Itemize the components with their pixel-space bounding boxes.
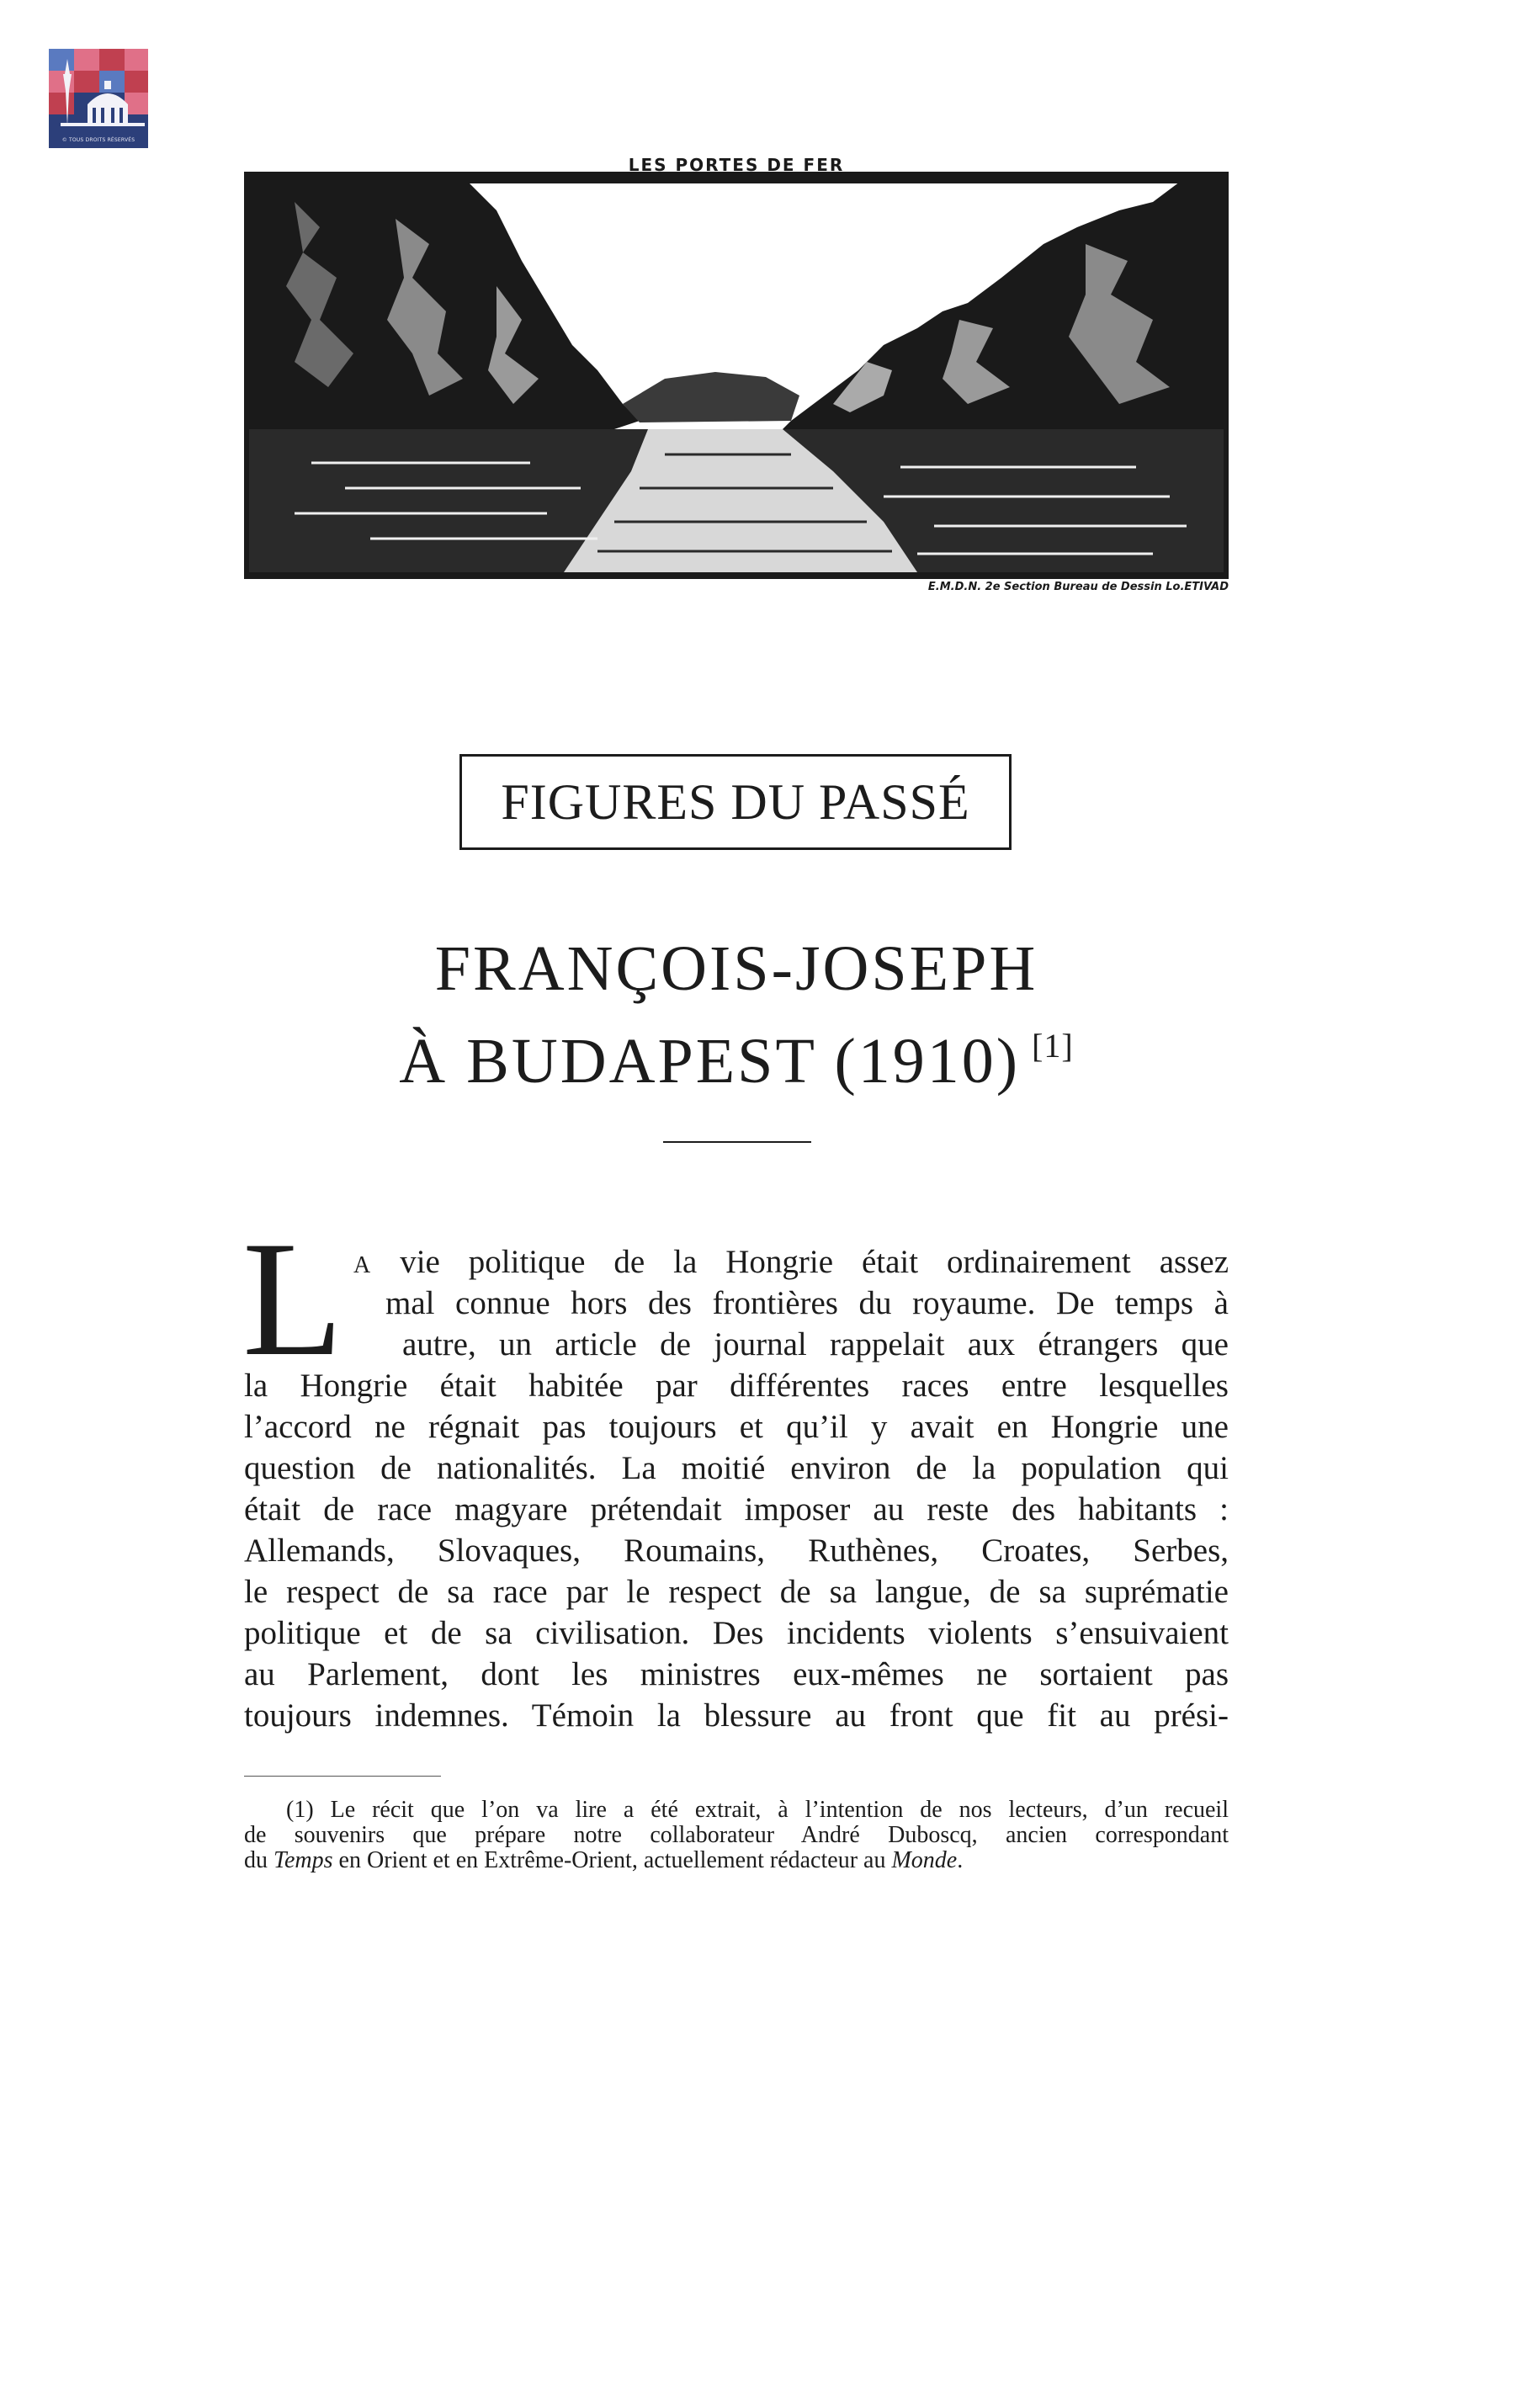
publisher-logo <box>49 49 148 148</box>
footnote-marker: [1] <box>1032 1027 1074 1065</box>
body-line-8: Allemands, Slovaques, Roumains, Ruthènes, Croates, Serbes, <box>244 1532 1229 1569</box>
body-line-5: l’accord ne régnait pas toujours et qu’il y avait en Hongrie une <box>244 1409 1229 1445</box>
footnote-line-1: (1) Le récit que l’on va lire a été extrait, à l’intention de nos lecteurs, d’un recueil <box>286 1797 1229 1823</box>
body-line-4: la Hongrie était habitée par différentes races entre lesquelles <box>244 1368 1229 1404</box>
article-title-line1: FRANÇOIS-JOSEPH <box>434 933 1038 1004</box>
engraving-credit: E.M.D.N. 2e Section Bureau de Dessin Lo.ETIVAD <box>927 581 1229 593</box>
title-divider <box>663 1141 811 1143</box>
footnote-line-2: de souvenirs que prépare notre collaborateur André Duboscq, ancien correspondant <box>244 1822 1229 1848</box>
monument-icon <box>49 49 148 148</box>
article-title-line2-text: À BUDAPEST (1910) <box>399 1026 1021 1097</box>
first-word-rest: A <box>353 1252 372 1278</box>
drop-cap: L <box>242 1208 343 1390</box>
footnote-text: . <box>957 1847 964 1873</box>
footnote-text: du <box>244 1847 273 1873</box>
body-line-6: question de nationalités. La moitié environ de la population qui <box>244 1450 1229 1486</box>
engraving-illustration <box>244 151 1229 602</box>
body-line-12: toujours indemnes. Témoin la blessure au front que fit au prési- <box>244 1697 1229 1734</box>
body-line-10: politique et de sa civilisation. Des incidents violents s’ensuivaient <box>244 1615 1229 1651</box>
engraving-title: LES PORTES DE FER <box>628 155 845 175</box>
body-line-9: le respect de sa race par le respect de sa langue, de sa suprématie <box>244 1574 1229 1610</box>
body-line-7: était de race magyare prétendait imposer au reste des habitants : <box>244 1491 1229 1527</box>
journal-name-monde: Monde <box>891 1847 958 1873</box>
footnote-line-3 <box>244 1848 963 1873</box>
body-line-3: autre, un article de journal rappelait aux étrangers que <box>402 1326 1229 1362</box>
footnote-text: en Orient et en Extrême-Orient, actuellement rédacteur au <box>332 1847 892 1873</box>
logo-caption: © TOUS DROITS RÉSERVÉS <box>61 137 135 143</box>
footnote-rule <box>244 1776 441 1777</box>
body-line-11: au Parlement, dont les ministres eux-mêmes ne sortaient pas <box>244 1656 1229 1692</box>
body-line-1 <box>353 1241 1229 1283</box>
body-line-1-text: vie politique de la Hongrie était ordinairement assez <box>400 1244 1229 1280</box>
section-label: FIGURES DU PASSÉ <box>459 754 1012 850</box>
journal-name-temps: Temps <box>273 1847 333 1873</box>
body-line-2: mal connue hors des frontières du royaume. De temps à <box>385 1285 1229 1321</box>
article-title-line2 <box>244 1008 1229 1099</box>
